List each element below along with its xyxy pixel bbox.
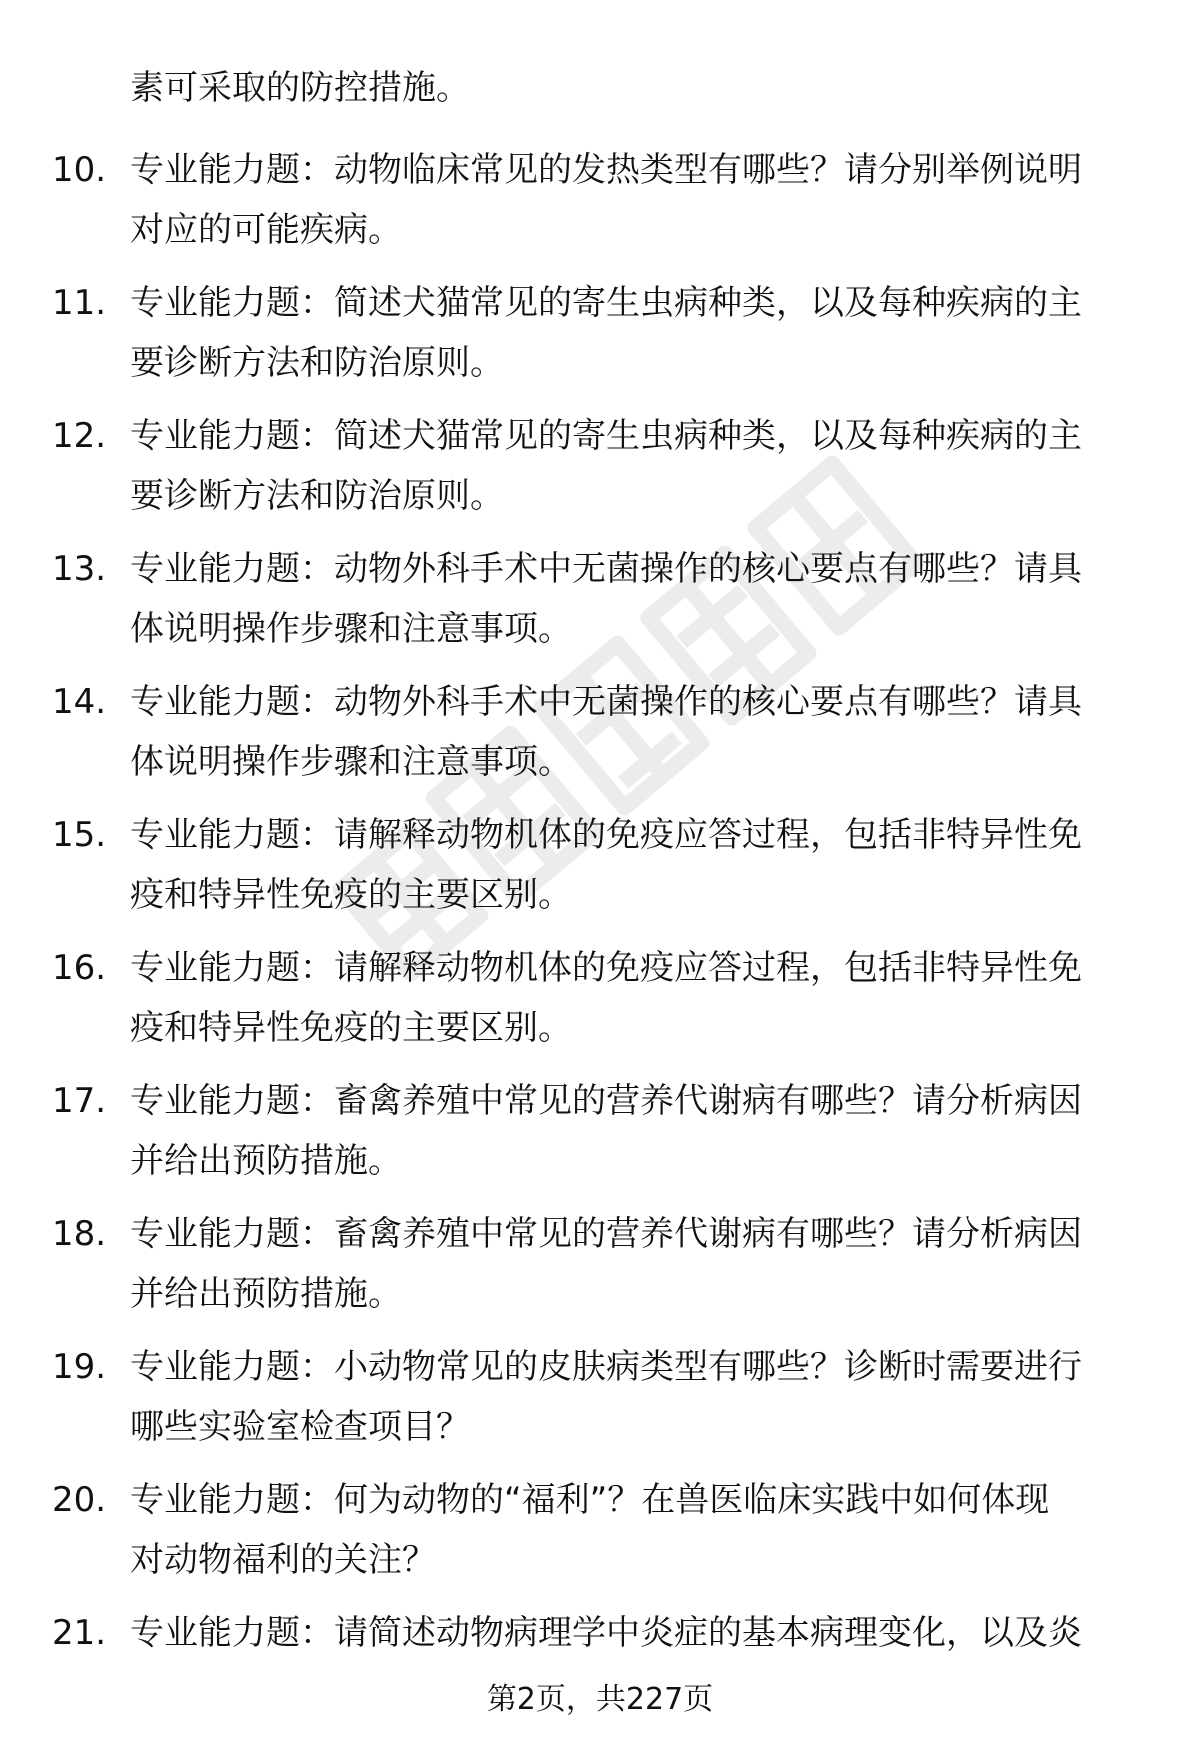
question-text-line: 专业能力题：何为动物的“福利”？在兽医临床实践中如何体现: [130, 1480, 1050, 1520]
question-item: [0, 805, 1200, 938]
question-item: [0, 1204, 1200, 1337]
question-text-line: 专业能力题：请解释动物机体的免疫应答过程，包括非特异性免: [130, 815, 1082, 855]
question-text-line: 疫和特异性免疫的主要区别。: [130, 875, 572, 915]
question-item: [0, 1337, 1200, 1470]
question-number: 12.: [52, 416, 107, 456]
question-number: 19.: [52, 1347, 107, 1387]
question-text-line: 专业能力题：畜禽养殖中常见的营养代谢病有哪些？请分析病因: [130, 1081, 1082, 1121]
question-number: 16.: [52, 948, 107, 988]
question-text-line: 对动物福利的关注？: [130, 1540, 436, 1580]
question-text-line: 体说明操作步骤和注意事项。: [130, 742, 572, 782]
question-text-line: 专业能力题：请解释动物机体的免疫应答过程，包括非特异性免: [130, 948, 1082, 988]
question-text-line: 专业能力题：简述犬猫常见的寄生虫病种类，以及每种疾病的主: [130, 416, 1082, 456]
question-text-line: 哪些实验室检查项目？: [130, 1407, 470, 1447]
question-number: 11.: [52, 283, 107, 323]
question-number: 21.: [52, 1613, 107, 1653]
question-text-line: 专业能力题：小动物常见的皮肤病类型有哪些？诊断时需要进行: [130, 1347, 1082, 1387]
question-item: [0, 672, 1200, 805]
question-number: 15.: [52, 815, 107, 855]
question-text-line: 体说明操作步骤和注意事项。: [130, 609, 572, 649]
question-number: 18.: [52, 1214, 107, 1254]
question-item: [0, 938, 1200, 1071]
question-text-line: 专业能力题：请简述动物病理学中炎症的基本病理变化，以及炎: [130, 1613, 1082, 1653]
question-item: [0, 539, 1200, 672]
question-item: [0, 140, 1200, 273]
question-item: [0, 1071, 1200, 1204]
question-text-line: 专业能力题：简述犬猫常见的寄生虫病种类，以及每种疾病的主: [130, 283, 1082, 323]
question-text-line: 并给出预防措施。: [130, 1274, 402, 1314]
question-number: 13.: [52, 549, 107, 589]
question-item: [0, 1470, 1200, 1603]
question-text-line: 要诊断方法和防治原则。: [130, 476, 504, 516]
question-number: 14.: [52, 682, 107, 722]
question-text-line: 要诊断方法和防治原则。: [130, 343, 504, 383]
question-text-line: 专业能力题：动物临床常见的发热类型有哪些？请分别举例说明: [130, 150, 1082, 190]
question-item: [0, 406, 1200, 539]
question-text-line: 专业能力题：动物外科手术中无菌操作的核心要点有哪些？请具: [130, 682, 1082, 722]
question-text-line: 专业能力题：动物外科手术中无菌操作的核心要点有哪些？请具: [130, 549, 1082, 589]
question-text-line: 疫和特异性免疫的主要区别。: [130, 1008, 572, 1048]
question-item: [0, 273, 1200, 406]
question-number: 20.: [52, 1480, 107, 1520]
question-text-line: 专业能力题：畜禽养殖中常见的营养代谢病有哪些？请分析病因: [130, 1214, 1082, 1254]
question-text-line: 并给出预防措施。: [130, 1141, 402, 1181]
question-text-line: 对应的可能疾病。: [130, 210, 402, 250]
page-number-footer: 第2页，共227页: [486, 1682, 714, 1717]
question-number: 17.: [52, 1081, 107, 1121]
question-number: 10.: [52, 150, 107, 190]
continuation-text: 素可采取的防控措施。: [130, 68, 470, 108]
question-list: [0, 140, 1200, 1736]
